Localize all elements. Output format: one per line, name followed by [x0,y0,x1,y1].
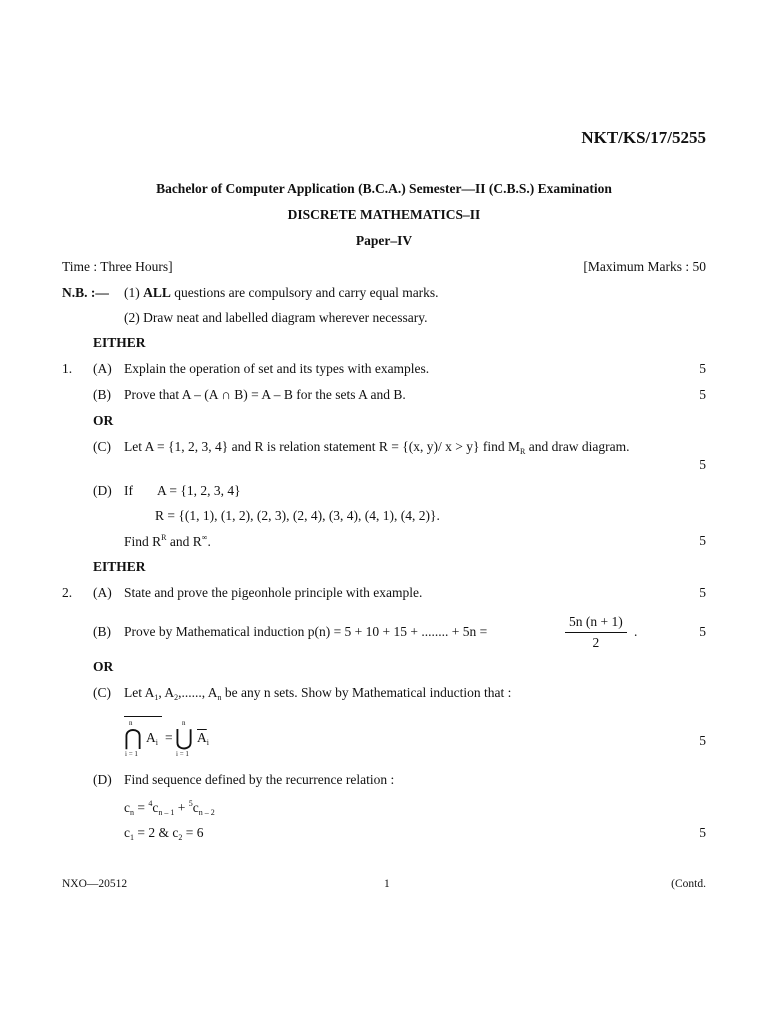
time-label: Time : Three Hours] [62,259,173,274]
q2-b-denominator: 2 [592,635,600,650]
subject-title: DISCRETE MATHEMATICS–II [287,207,481,222]
q2-c-cap-top: n [129,719,133,727]
q2-b-fraction [565,614,627,651]
q1-b-text: Prove that A – (A ∩ B) = A – B for the sets A and B. [124,387,406,402]
q2-d-c3-index: n – 2 [198,808,215,817]
q1-c-mark: 5 [699,457,706,472]
q2-d-c1-value: = 2 & c [134,825,179,840]
q2-b-numerator: 5n (n + 1) [565,614,627,633]
q2-d-c1-index: 1 [130,833,134,842]
q2-d-c2-index2: 2 [178,833,183,842]
q2-b-label: (B) [93,624,111,639]
q2-c-sub-1: 1 [154,693,159,702]
note-1-emphasis: ALL [143,285,171,300]
q1-c-text-part1: Let A = {1, 2, 3, 4} and R is relation statement R = {(x, y)/ x > y} find M [124,439,520,454]
q1-b-mark: 5 [699,387,706,402]
note-1-number: (1) [124,285,140,300]
continued-label: (Contd. [671,878,706,890]
q2-d-label: (D) [93,772,112,787]
exam-title: Bachelor of Computer Application (B.C.A.) Semester—II (C.B.S.) Examination [156,181,612,196]
q2-c-sub-2: 2 [174,693,179,702]
q2-c-equals: = [165,730,173,745]
q1-c-text-part2: and draw diagram. [525,439,630,454]
q1-d-superscript-1: R [161,533,167,542]
q2-d-coef-4: 4 [148,799,153,808]
q1-d-if: If [124,483,133,498]
q1-d-set-a: A = {1, 2, 3, 4} [157,483,241,498]
q2-a-label: (A) [93,585,112,600]
q2-d-c1: c [124,825,130,840]
q1-c-label: (C) [93,439,111,454]
q2-c-label: (C) [93,685,111,700]
q1-d-find-part3: . [207,534,211,549]
q2-d-recurrence [124,799,215,817]
q2-c-formula-overbar [124,716,162,717]
q2-d-eq: = [134,800,149,815]
q1-b-label: (B) [93,387,111,402]
paper-code: NKT/KS/17/5255 [581,128,706,147]
q2-c-text-d: be any n sets. Show by Mathematical induction that : [221,685,512,700]
q2-d-c-index: n [130,808,134,817]
note-1-text: questions are compulsory and carry equal marks. [174,285,439,300]
q2-c-union-symbol: ⋃ [175,725,194,750]
q2-number: 2. [62,585,73,600]
q2-c-text-c: ,......, A [178,685,218,700]
q1-a-label: (A) [93,361,112,376]
q2-d-coef-5: 5 [188,799,193,808]
q2-c-sub-n: n [217,693,222,702]
q2-d-c2: c [152,800,159,815]
q2-c-lhs-a-index: i [155,738,158,747]
q2-c-text [124,685,511,702]
q2-d-plus: + [174,800,189,815]
note-2-number: (2) [124,310,140,325]
q2-c-cup-bottom: i = 1 [176,750,189,758]
q2-c-lhs-a-letter: A [146,730,156,745]
q2-either-label: EITHER [93,559,146,574]
q2-c-rhs-a-index: i [206,738,209,747]
q1-d-mark: 5 [699,533,706,548]
q2-d-c3: c [192,800,199,815]
q2-a-mark: 5 [699,585,706,600]
q2-c-text-a: Let A [124,685,155,700]
q1-d-find-part1: Find R [124,534,162,549]
q1-either-label: EITHER [93,335,146,350]
paper-number: Paper–IV [355,233,413,248]
q1-c-text [124,439,630,456]
q1-or-label: OR [93,413,114,428]
note-2 [124,310,427,326]
q2-c-intersection-symbol: ⋂ [124,725,143,750]
q2-c-cup-top: n [182,719,186,727]
q1-number: 1. [62,361,73,376]
q2-d-c2-index: n – 1 [158,808,175,817]
q2-d-c2-value: = 6 [182,825,204,840]
q2-or-label: OR [93,659,114,674]
q1-a-mark: 5 [699,361,706,376]
q2-b-mark: 5 [699,624,706,639]
q2-c-lhs-a [146,730,158,747]
q2-d-text: Find sequence defined by the recurrence relation : [124,772,395,787]
footer-code: NXO—20512 [62,878,128,890]
q2-a-text: State and prove the pigeonhole principle with example. [124,585,423,600]
q1-d-find [124,533,211,550]
q1-d-superscript-2: ∞ [201,533,208,542]
q2-c-rhs-a [197,730,209,747]
q1-d-relation-r: R = {(1, 1), (1, 2), (2, 3), (2, 4), (3, 4), (4, 1), (4, 2)}. [155,508,440,523]
q1-d-find-part2: and R [166,534,202,549]
q1-d-label: (D) [93,483,112,498]
q2-c-cap-bottom: i = 1 [125,750,138,758]
q2-c-mark: 5 [699,733,706,748]
q2-c-rhs-a-letter: $\overline{A}$ [197,730,207,745]
page-number: 1 [384,878,390,890]
note-2-text: Draw neat and labelled diagram wherever necessary. [143,310,428,325]
q1-c-subscript: R [519,447,526,456]
q2-d-c: c [124,800,130,815]
q2-d-initial-conditions [124,825,203,842]
q2-c-text-b: , A [158,685,175,700]
note-1 [124,285,439,301]
q2-b-text: Prove by Mathematical induction p(n) = 5 + 10 + 15 + ........ + 5n = [124,624,488,639]
q1-a-text: Explain the operation of set and its types with examples. [124,361,430,376]
q2-d-mark: 5 [699,825,706,840]
q2-b-period: . [634,624,638,639]
max-marks-label: [Maximum Marks : 50 [583,259,706,274]
nb-label: N.B. :— [62,285,109,300]
